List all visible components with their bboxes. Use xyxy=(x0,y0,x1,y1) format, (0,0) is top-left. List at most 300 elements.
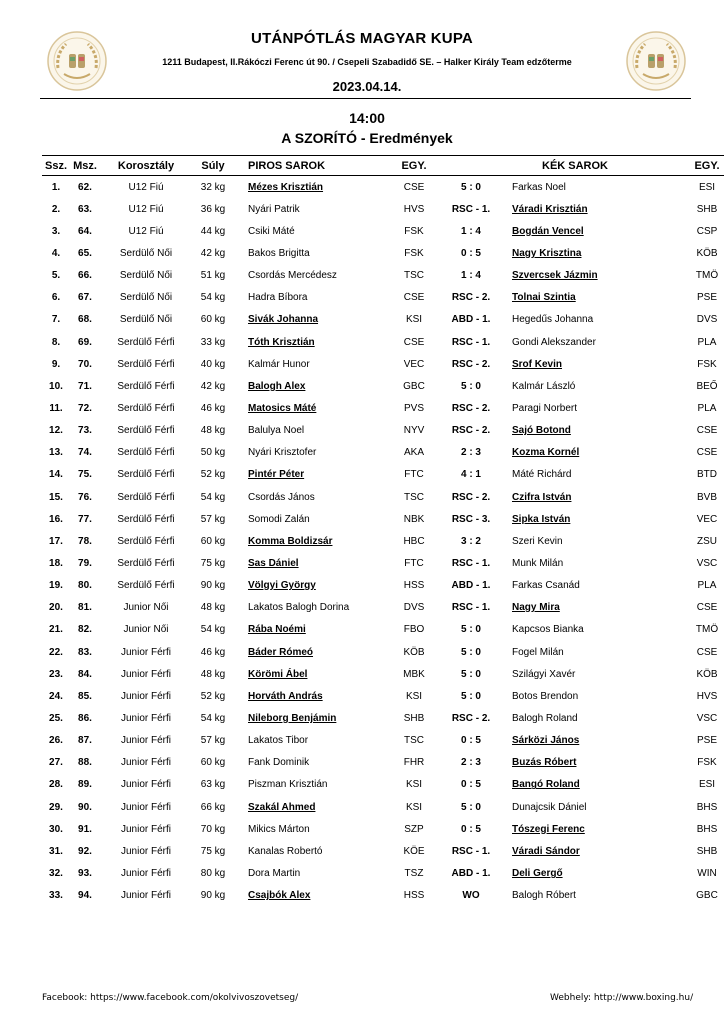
bout-result: RSC - 3. xyxy=(451,513,491,525)
blue-corner-club: CSE xyxy=(696,447,718,459)
bout-result: 0 : 5 xyxy=(460,735,481,747)
bout-result: RSC - 1. xyxy=(451,336,491,348)
bout-result: RSC - 2. xyxy=(451,358,491,370)
red-corner-boxer: Piszman Krisztián xyxy=(248,779,328,791)
red-corner-boxer: Lakatos Tibor xyxy=(248,735,309,747)
match-number: 76. xyxy=(78,491,92,503)
bout-number: 20. xyxy=(49,602,63,614)
bout-result: 2 : 3 xyxy=(460,447,481,459)
red-corner-club: CSE xyxy=(403,336,425,348)
blue-corner-club: ESI xyxy=(698,181,716,193)
red-corner-club: HSS xyxy=(403,890,425,902)
age-category: Junior Női xyxy=(123,624,169,636)
blue-corner-boxer: Czifra István xyxy=(512,491,572,503)
bout-number: 31. xyxy=(49,845,63,857)
blue-corner-club: TMÖ xyxy=(695,270,719,282)
red-corner-club: FHR xyxy=(403,757,425,769)
bout-number: 6. xyxy=(51,292,61,304)
red-corner-club: CSE xyxy=(403,292,425,304)
blue-corner-club: SHB xyxy=(696,845,718,857)
blue-corner-boxer: Fogel Milán xyxy=(512,646,564,658)
table-row xyxy=(42,885,724,907)
red-corner-club: HSS xyxy=(403,580,425,592)
red-corner-club: NBK xyxy=(403,513,425,525)
red-corner-club: KÖE xyxy=(403,845,425,857)
match-number: 65. xyxy=(78,247,92,259)
red-corner-club: KSI xyxy=(405,779,423,791)
blue-corner-boxer: Bangó Roland xyxy=(512,779,580,791)
bout-number: 28. xyxy=(49,779,63,791)
match-number: 79. xyxy=(78,557,92,569)
event-date: 2023.04.14. xyxy=(332,79,402,94)
blue-corner-club: TMÖ xyxy=(695,624,719,636)
col-header-suly: Súly xyxy=(192,156,234,176)
red-corner-boxer: Balogh Alex xyxy=(248,380,306,392)
weight-class: 75 kg xyxy=(200,845,226,857)
match-number: 83. xyxy=(78,646,92,658)
match-number: 67. xyxy=(78,292,92,304)
col-header-egy-blue: EGY. xyxy=(682,156,724,176)
session-time: 14:00 xyxy=(349,110,385,126)
website-link[interactable]: Webhely: http://www.boxing.hu/ xyxy=(550,993,694,1003)
bout-result: 0 : 5 xyxy=(460,247,481,259)
blue-corner-boxer: Nagy Krisztina xyxy=(512,247,582,259)
red-corner-boxer: Nileborg Benjámin xyxy=(248,712,337,724)
bout-number: 27. xyxy=(49,757,63,769)
table-row xyxy=(42,331,724,353)
table-row xyxy=(42,265,724,287)
blue-corner-boxer: Szilágyi Xavér xyxy=(512,668,576,680)
red-corner-boxer: Matosics Máté xyxy=(248,402,317,414)
bout-result: RSC - 2. xyxy=(451,402,491,414)
blue-corner-club: GBC xyxy=(696,890,718,902)
weight-class: 50 kg xyxy=(200,447,226,459)
bout-result: 5 : 0 xyxy=(460,624,481,636)
blue-corner-club: HVS xyxy=(696,690,718,702)
blue-corner-club: PLA xyxy=(697,402,717,414)
red-corner-club: SZP xyxy=(404,823,424,835)
venue-address: 1211 Budapest, II.Rákóczi Ferenc út 90. / Csepeli Szabadidő SE. – Halker Király Team edzőterme xyxy=(162,57,572,67)
age-category: U12 Fiú xyxy=(128,181,164,193)
red-corner-club: KSI xyxy=(405,801,423,813)
weight-class: 60 kg xyxy=(200,314,226,326)
weight-class: 36 kg xyxy=(200,203,226,215)
red-corner-boxer: Sivák Johanna xyxy=(248,314,319,326)
age-category: U12 Fiú xyxy=(128,225,164,237)
blue-corner-boxer: Balogh Róbert xyxy=(512,890,576,902)
table-row xyxy=(42,242,724,264)
weight-class: 90 kg xyxy=(200,890,226,902)
bout-result: RSC - 2. xyxy=(451,712,491,724)
bout-number: 1. xyxy=(51,181,61,193)
table-row xyxy=(42,420,724,442)
weight-class: 40 kg xyxy=(200,358,226,370)
bout-number: 7. xyxy=(51,314,61,326)
weight-class: 46 kg xyxy=(200,646,226,658)
bout-number: 8. xyxy=(51,336,61,348)
red-corner-club: GBC xyxy=(403,380,425,392)
table-header-row xyxy=(42,156,724,176)
col-header-egy-red: EGY. xyxy=(388,156,440,176)
age-category: Junior Férfi xyxy=(120,890,171,902)
results-subtitle: A SZORÍTÓ - Eredmények xyxy=(281,130,453,146)
age-category: Serdülő Férfi xyxy=(117,336,175,348)
table-row xyxy=(42,575,724,597)
blue-corner-boxer: Gondi Alekszander xyxy=(512,336,596,348)
bout-number: 23. xyxy=(49,668,63,680)
col-header-result xyxy=(440,156,502,176)
weight-class: 52 kg xyxy=(200,690,226,702)
blue-corner-boxer: Bogdán Vencel xyxy=(512,225,584,237)
table-row xyxy=(42,862,724,884)
age-category: Junior Férfi xyxy=(120,690,171,702)
match-number: 62. xyxy=(78,181,92,193)
weight-class: 60 kg xyxy=(200,535,226,547)
table-row xyxy=(42,752,724,774)
blue-corner-club: CSP xyxy=(696,225,718,237)
weight-class: 32 kg xyxy=(200,181,226,193)
col-header-ssz: Ssz. xyxy=(42,156,70,176)
weight-class: 48 kg xyxy=(200,425,226,437)
match-number: 82. xyxy=(78,624,92,636)
col-header-piros-sarok: PIROS SAROK xyxy=(234,156,388,176)
red-corner-boxer: Völgyi György xyxy=(248,580,316,592)
match-number: 69. xyxy=(78,336,92,348)
table-row xyxy=(42,220,724,242)
table-row xyxy=(42,442,724,464)
facebook-link[interactable]: Facebook: https://www.facebook.com/okolvivoszovetseg/ xyxy=(42,993,299,1003)
blue-corner-club: KÖB xyxy=(696,247,718,259)
red-corner-boxer: Komma Boldizsár xyxy=(248,535,333,547)
blue-corner-boxer: Farkas Csanád xyxy=(512,580,580,592)
match-number: 71. xyxy=(78,380,92,392)
age-category: Junior Férfi xyxy=(120,735,171,747)
bout-number: 24. xyxy=(49,690,63,702)
red-corner-club: KSI xyxy=(405,314,423,326)
age-category: Serdülő Női xyxy=(119,292,173,304)
blue-corner-club: CSE xyxy=(696,646,718,658)
age-category: Serdülő Férfi xyxy=(117,513,175,525)
bout-result: ABD - 1. xyxy=(451,580,491,592)
table-row xyxy=(42,486,724,508)
results-table xyxy=(42,155,724,907)
blue-corner-club: VSC xyxy=(696,712,718,724)
bout-result: ABD - 1. xyxy=(451,314,491,326)
age-category: Junior Férfi xyxy=(120,646,171,658)
blue-corner-club: FSK xyxy=(697,757,717,769)
blue-corner-boxer: Váradi Krisztián xyxy=(512,203,588,215)
bout-number: 12. xyxy=(49,425,63,437)
red-corner-boxer: Szakál Ahmed xyxy=(248,801,316,813)
red-corner-club: FTC xyxy=(404,557,424,569)
red-corner-club: KSI xyxy=(405,690,423,702)
age-category: Junior Férfi xyxy=(120,668,171,680)
table-row xyxy=(42,818,724,840)
age-category: Serdülő Férfi xyxy=(117,557,175,569)
bout-number: 9. xyxy=(51,358,61,370)
match-number: 93. xyxy=(78,867,92,879)
red-corner-boxer: Sas Dániel xyxy=(248,557,299,569)
red-corner-club: TSC xyxy=(404,491,424,503)
table-row xyxy=(42,707,724,729)
age-category: Serdülő Férfi xyxy=(117,380,175,392)
blue-corner-club: KÖB xyxy=(696,668,718,680)
bout-number: 32. xyxy=(49,867,63,879)
match-number: 70. xyxy=(78,358,92,370)
table-row xyxy=(42,353,724,375)
age-category: Junior Férfi xyxy=(120,801,171,813)
blue-corner-boxer: Sipka István xyxy=(512,513,571,525)
red-corner-boxer: Csajbók Alex xyxy=(248,890,311,902)
bout-result: 1 : 4 xyxy=(460,270,481,282)
match-number: 73. xyxy=(78,425,92,437)
blue-corner-club: PSE xyxy=(696,735,717,747)
match-number: 88. xyxy=(78,757,92,769)
red-corner-boxer: Kalmár Hunor xyxy=(248,358,310,370)
match-number: 85. xyxy=(78,690,92,702)
red-corner-club: TSC xyxy=(404,270,424,282)
age-category: Junior Férfi xyxy=(120,867,171,879)
red-corner-boxer: Balulya Noel xyxy=(248,425,305,437)
blue-corner-boxer: Máté Richárd xyxy=(512,469,572,481)
blue-corner-boxer: Srof Kevin xyxy=(512,358,563,370)
weight-class: 52 kg xyxy=(200,469,226,481)
bout-number: 26. xyxy=(49,735,63,747)
table-row xyxy=(42,530,724,552)
age-category: Serdülő Női xyxy=(119,270,173,282)
red-corner-club: DVS xyxy=(403,602,425,614)
table-row xyxy=(42,840,724,862)
weight-class: 80 kg xyxy=(200,867,226,879)
age-category: Junior Férfi xyxy=(120,779,171,791)
red-corner-club: HBC xyxy=(403,535,425,547)
age-category: Junior Férfi xyxy=(120,712,171,724)
bout-number: 11. xyxy=(49,402,63,414)
blue-corner-club: VSC xyxy=(696,557,718,569)
blue-corner-boxer: Kalmár László xyxy=(512,380,576,392)
match-number: 78. xyxy=(78,535,92,547)
red-corner-club: NYV xyxy=(403,425,425,437)
table-row xyxy=(42,552,724,574)
blue-corner-boxer: Kapcsos Bianka xyxy=(512,624,584,636)
blue-corner-club: BHS xyxy=(696,801,718,813)
weight-class: 57 kg xyxy=(200,513,226,525)
age-category: Serdülő Férfi xyxy=(117,491,175,503)
weight-class: 42 kg xyxy=(200,247,226,259)
age-category: Serdülő Férfi xyxy=(117,469,175,481)
bout-number: 17. xyxy=(49,535,63,547)
blue-corner-boxer: Szeri Kevin xyxy=(512,535,563,547)
match-number: 80. xyxy=(78,580,92,592)
bout-number: 13. xyxy=(49,447,63,459)
age-category: Serdülő Férfi xyxy=(117,402,175,414)
weight-class: 90 kg xyxy=(200,580,226,592)
match-number: 66. xyxy=(78,270,92,282)
match-number: 68. xyxy=(78,314,92,326)
match-number: 87. xyxy=(78,735,92,747)
red-corner-club: TSZ xyxy=(404,867,424,879)
match-number: 92. xyxy=(78,845,92,857)
bout-result: 2 : 3 xyxy=(460,757,481,769)
red-corner-boxer: Lakatos Balogh Dorina xyxy=(248,602,350,614)
blue-corner-boxer: Balogh Roland xyxy=(512,712,578,724)
match-number: 81. xyxy=(78,602,92,614)
blue-corner-club: CSE xyxy=(696,602,718,614)
age-category: Junior Férfi xyxy=(120,845,171,857)
blue-corner-club: ZSU xyxy=(697,535,717,547)
weight-class: 54 kg xyxy=(200,292,226,304)
blue-corner-boxer: Buzás Róbert xyxy=(512,757,577,769)
weight-class: 60 kg xyxy=(200,757,226,769)
age-category: Junior Női xyxy=(123,602,169,614)
red-corner-boxer: Nyári Krisztofer xyxy=(248,447,317,459)
weight-class: 66 kg xyxy=(200,801,226,813)
red-corner-boxer: Csordás János xyxy=(248,491,315,503)
bout-number: 5. xyxy=(51,270,61,282)
red-corner-boxer: Rába Noémi xyxy=(248,624,306,636)
blue-corner-boxer: Sárközi János xyxy=(512,735,580,747)
age-category: Serdülő Női xyxy=(119,314,173,326)
bout-result: RSC - 1. xyxy=(451,845,491,857)
weight-class: 51 kg xyxy=(200,270,226,282)
blue-corner-boxer: Munk Milán xyxy=(512,557,564,569)
blue-corner-club: CSE xyxy=(696,425,718,437)
blue-corner-boxer: Tolnai Szintia xyxy=(512,292,576,304)
bout-result: 5 : 0 xyxy=(460,380,481,392)
red-corner-club: FBO xyxy=(403,624,425,636)
age-category: Serdülő Férfi xyxy=(117,447,175,459)
bout-result: 0 : 5 xyxy=(460,823,481,835)
bout-result: RSC - 1. xyxy=(451,557,491,569)
red-corner-club: CSE xyxy=(403,181,425,193)
weight-class: 33 kg xyxy=(200,336,226,348)
red-corner-boxer: Csiki Máté xyxy=(248,225,295,237)
bout-number: 33. xyxy=(49,890,63,902)
bout-number: 21. xyxy=(49,624,63,636)
red-corner-boxer: Kanalas Robertó xyxy=(248,845,323,857)
blue-corner-club: ESI xyxy=(698,779,716,791)
weight-class: 48 kg xyxy=(200,602,226,614)
bout-result: 5 : 0 xyxy=(460,690,481,702)
blue-corner-boxer: Váradi Sándor xyxy=(512,845,580,857)
table-row xyxy=(42,198,724,220)
weight-class: 48 kg xyxy=(200,668,226,680)
match-number: 75. xyxy=(78,469,92,481)
red-corner-club: PVS xyxy=(403,402,424,414)
red-corner-club: FTC xyxy=(404,469,424,481)
red-corner-boxer: Mikics Márton xyxy=(248,823,310,835)
weight-class: 44 kg xyxy=(200,225,226,237)
red-corner-boxer: Fank Dominik xyxy=(248,757,310,769)
blue-corner-club: BHS xyxy=(696,823,718,835)
red-corner-club: HVS xyxy=(403,203,425,215)
bout-number: 25. xyxy=(49,712,63,724)
header-divider xyxy=(40,98,691,99)
bout-result: WO xyxy=(462,890,480,902)
match-number: 74. xyxy=(78,447,92,459)
age-category: Junior Férfi xyxy=(120,757,171,769)
red-corner-club: MBK xyxy=(403,668,425,680)
red-corner-boxer: Horváth András xyxy=(248,690,323,702)
weight-class: 63 kg xyxy=(200,779,226,791)
bout-result: 5 : 0 xyxy=(460,646,481,658)
bout-number: 30. xyxy=(49,823,63,835)
red-corner-club: FSK xyxy=(404,225,424,237)
blue-corner-club: BVB xyxy=(696,491,717,503)
bout-result: RSC - 2. xyxy=(451,425,491,437)
bout-number: 29. xyxy=(49,801,63,813)
bout-result: ABD - 1. xyxy=(451,867,491,879)
match-number: 90. xyxy=(78,801,92,813)
match-number: 86. xyxy=(78,712,92,724)
bout-number: 15. xyxy=(49,491,63,503)
blue-corner-boxer: Szvercsek Jázmin xyxy=(512,270,598,282)
blue-corner-boxer: Paragi Norbert xyxy=(512,402,578,414)
red-corner-club: FSK xyxy=(404,247,424,259)
table-row xyxy=(42,176,724,199)
bout-number: 4. xyxy=(51,247,61,259)
blue-corner-boxer: Hegedűs Johanna xyxy=(512,314,594,326)
blue-corner-club: BEŐ xyxy=(696,380,718,392)
weight-class: 42 kg xyxy=(200,380,226,392)
bout-result: 5 : 0 xyxy=(460,801,481,813)
weight-class: 57 kg xyxy=(200,735,226,747)
blue-corner-boxer: Deli Gergő xyxy=(512,867,563,879)
bout-number: 10. xyxy=(49,380,63,392)
bout-number: 14. xyxy=(49,469,63,481)
age-category: Serdülő Férfi xyxy=(117,358,175,370)
weight-class: 46 kg xyxy=(200,402,226,414)
blue-corner-boxer: Farkas Noel xyxy=(512,181,566,193)
table-row xyxy=(42,774,724,796)
col-header-kek-sarok: KÉK SAROK xyxy=(502,156,682,176)
red-corner-boxer: Tóth Krisztián xyxy=(248,336,315,348)
weight-class: 54 kg xyxy=(200,491,226,503)
red-corner-club: VEC xyxy=(403,358,425,370)
col-header-korosztaly: Korosztály xyxy=(100,156,192,176)
table-row xyxy=(42,375,724,397)
red-corner-boxer: Nyári Patrik xyxy=(248,203,300,215)
match-number: 94. xyxy=(78,890,92,902)
bout-result: 5 : 0 xyxy=(460,668,481,680)
document-title: UTÁNPÓTLÁS MAGYAR KUPA xyxy=(251,30,473,47)
bout-number: 19. xyxy=(49,580,63,592)
blue-corner-boxer: Sajó Botond xyxy=(512,425,571,437)
red-corner-club: TSC xyxy=(404,735,424,747)
age-category: Serdülő Férfi xyxy=(117,425,175,437)
red-corner-club: KÖB xyxy=(403,646,425,658)
red-corner-club: SHB xyxy=(403,712,425,724)
red-corner-boxer: Körömi Ábel xyxy=(248,668,308,680)
blue-corner-boxer: Botos Brendon xyxy=(512,690,579,702)
age-category: Serdülő Női xyxy=(119,247,173,259)
weight-class: 70 kg xyxy=(200,823,226,835)
match-number: 64. xyxy=(78,225,92,237)
blue-corner-club: WIN xyxy=(697,867,717,879)
bout-result: RSC - 2. xyxy=(451,292,491,304)
bout-number: 22. xyxy=(49,646,63,658)
blue-corner-boxer: Kozma Kornél xyxy=(512,447,580,459)
age-category: Junior Férfi xyxy=(120,823,171,835)
bout-result: RSC - 1. xyxy=(451,203,491,215)
table-row xyxy=(42,597,724,619)
blue-corner-club: FSK xyxy=(697,358,717,370)
table-row xyxy=(42,641,724,663)
table-row xyxy=(42,309,724,331)
table-row xyxy=(42,508,724,530)
bout-result: 1 : 4 xyxy=(460,225,481,237)
blue-corner-boxer: Dunajcsik Dániel xyxy=(512,801,587,813)
